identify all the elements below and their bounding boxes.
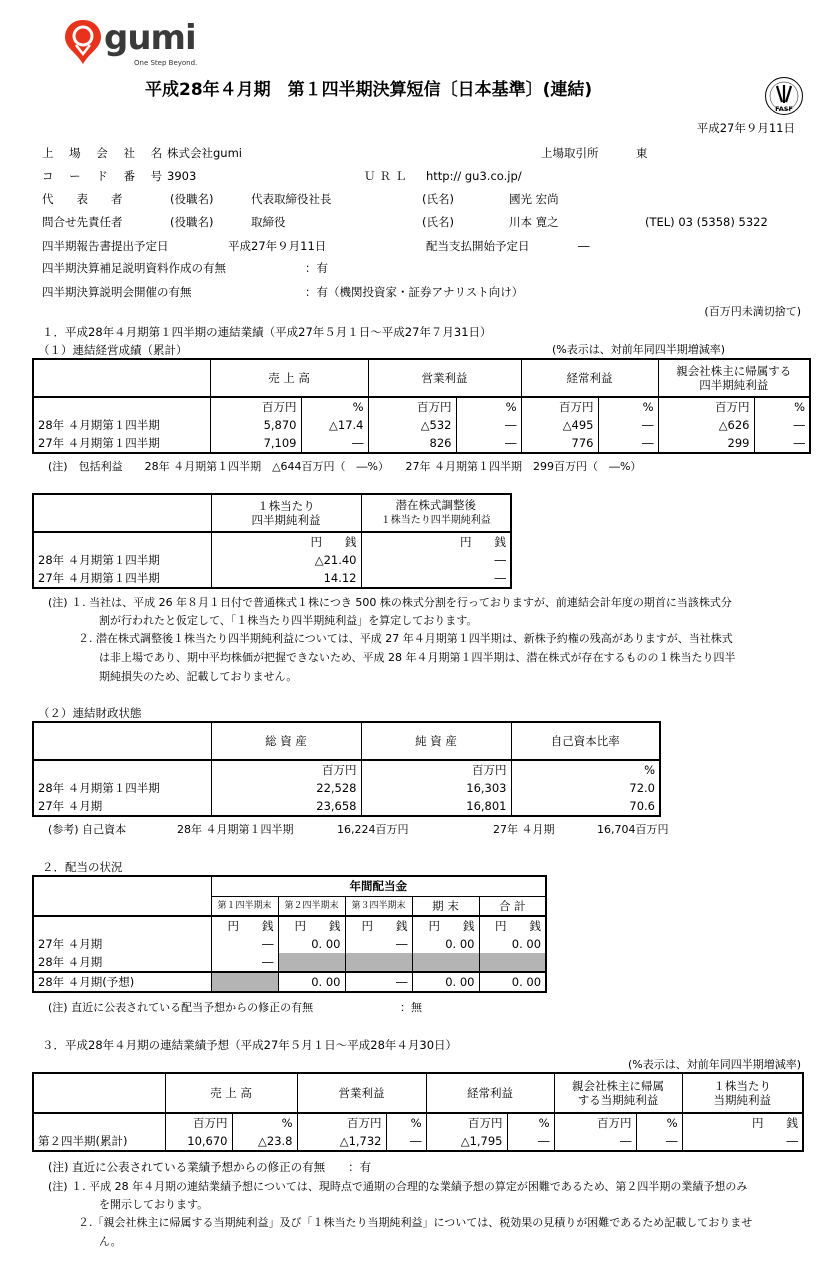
unit-cell: % xyxy=(301,397,368,416)
equity-ref-value1: 16,224百万円 xyxy=(337,823,409,836)
value-cell: 5,870 xyxy=(210,416,301,434)
not-applicable-cell xyxy=(412,953,479,972)
value-cell: ― xyxy=(361,569,511,588)
contact-role: 取締役 xyxy=(251,215,286,229)
row-label: 28年 ４月期 xyxy=(33,953,211,972)
unit-cell: 百万円 xyxy=(210,397,301,416)
units-row xyxy=(33,1113,803,1132)
dividend-revision-value: ：無 xyxy=(400,1001,422,1014)
operating-results-table xyxy=(32,358,811,454)
value-cell: ― xyxy=(456,434,521,453)
eps-note-2-cont: は非上場であり、期中平均株価が把握できないため、平成 28 年４月期第１四半期は、潜在株式が存在するものの１株当たり四半 xyxy=(99,651,736,664)
unit-cell: % xyxy=(636,1113,682,1132)
unit-cell: 円 銭 xyxy=(479,916,546,935)
units-row xyxy=(33,397,810,416)
supplementary-value: ：有 xyxy=(305,261,328,275)
financial-position-table xyxy=(32,721,661,817)
unit-cell: 円 銭 xyxy=(412,916,479,935)
meeting-value: ：有（機関投資家・証券アナリスト向け） xyxy=(305,285,524,299)
not-applicable-cell xyxy=(278,953,345,972)
header-annual-dividend: 年間配当金 xyxy=(211,876,546,896)
row-label: 第２四半期(累計) xyxy=(33,1132,165,1151)
rep-role-label: (役職名) xyxy=(170,192,214,206)
report-date-label: 四半期報告書提出予定日 xyxy=(42,239,169,253)
value-cell: 14.12 xyxy=(211,569,361,588)
contact-name: 川本 寛之 xyxy=(509,215,559,229)
value-cell: ― xyxy=(345,935,412,953)
unit-cell: 百万円 xyxy=(297,1113,386,1132)
unit-cell: 百万円 xyxy=(521,397,598,416)
table-row xyxy=(33,1132,803,1151)
value-cell: 23,658 xyxy=(211,797,361,816)
table-row xyxy=(33,953,546,972)
section2-heading: ２．配当の状況 xyxy=(42,860,123,874)
rep-name-label: (氏名) xyxy=(422,192,454,206)
unit-cell: 百万円 xyxy=(368,397,456,416)
unit-cell: 百万円 xyxy=(426,1113,507,1132)
unit-cell: % xyxy=(507,1113,554,1132)
rep-name: 國光 宏尚 xyxy=(509,192,559,206)
header-eps-line1: １株当たり xyxy=(257,499,315,513)
corner-cell xyxy=(33,494,211,532)
row-label: 27年 ４月期 xyxy=(33,935,211,953)
row-label xyxy=(33,397,210,416)
header-net-income xyxy=(658,359,810,397)
unit-cell: % xyxy=(232,1113,297,1132)
value-cell: 0. 00 xyxy=(412,972,479,992)
eps-note-2-cont2: 期純損失のため、記載しておりません。 xyxy=(99,670,298,683)
value-cell: ― xyxy=(386,1132,426,1151)
contact-name-label: (氏名) xyxy=(422,215,454,229)
row-label xyxy=(33,916,211,935)
row-label: 28年 ４月期(予想) xyxy=(33,972,211,992)
section1-sub1: （１）連結経営成績（累計） xyxy=(38,343,188,357)
value-cell: ― xyxy=(361,551,511,569)
table-row xyxy=(33,551,511,569)
url-label: ＵＲＬ xyxy=(364,169,411,183)
value-cell: △17.4 xyxy=(301,416,368,434)
header-net-income-line1: 親会社株主に帰属 xyxy=(572,1079,664,1093)
value-cell: 10,670 xyxy=(165,1132,232,1151)
contact-role-label: (役職名) xyxy=(170,215,214,229)
report-date: 平成27年９月11日 xyxy=(696,121,795,135)
row-label: 27年 ４月期第１四半期 xyxy=(33,569,211,588)
company-name: 株式会社gumi xyxy=(167,146,242,160)
value-cell: △23.8 xyxy=(232,1132,297,1151)
header-sales: 売 上 高 xyxy=(210,359,368,397)
value-cell: 826 xyxy=(368,434,456,453)
header-equity-ratio: 自己資本比率 xyxy=(511,722,660,760)
contact-label: 問合せ先責任者 xyxy=(42,215,123,229)
forecast-note-2: ２.「親会社株主に帰属する当期純利益」及び「１株当たり当期純利益」については、税効果の見積りが困難であるため記載しておりませ xyxy=(78,1216,753,1229)
corner-cell xyxy=(33,876,211,916)
value-cell: 16,801 xyxy=(361,797,511,816)
value-cell: ― xyxy=(554,1132,636,1151)
forecast-note-1-cont: を開示しております。 xyxy=(99,1198,209,1211)
header-sales: 売 上 高 xyxy=(165,1073,297,1113)
unit-cell: % xyxy=(754,397,810,416)
forecast-table xyxy=(32,1072,804,1152)
corner-cell xyxy=(33,359,210,397)
rep-role: 代表取締役社長 xyxy=(251,192,332,206)
document-title: 平成28年４月期 第１四半期決算短信〔日本基準〕(連結) xyxy=(145,80,593,100)
url-link[interactable]: http:// gu3.co.jp/ xyxy=(426,169,522,183)
header-net-income-line2: する当期純利益 xyxy=(577,1093,659,1107)
value-cell: △1,732 xyxy=(297,1132,386,1151)
exchange-label: 上場取引所 xyxy=(541,146,599,160)
unit-cell: 百万円 xyxy=(554,1113,636,1132)
meeting-label: 四半期決算説明会開催の有無 xyxy=(42,285,192,299)
row-label: 27年 ４月期第１四半期 xyxy=(33,434,210,453)
unit-cell: 円 銭 xyxy=(278,916,345,935)
contact-tel: (TEL) 03 (5358) 5322 xyxy=(645,215,768,229)
value-cell: 22,528 xyxy=(211,779,361,797)
table-row xyxy=(33,797,660,816)
header-diluted-eps xyxy=(361,494,511,532)
value-cell: 72.0 xyxy=(511,779,660,797)
equity-ref-period1: 28年 ４月期第１四半期 xyxy=(177,823,294,836)
value-cell: △495 xyxy=(521,416,598,434)
value-cell: 16,303 xyxy=(361,779,511,797)
value-cell: △626 xyxy=(658,416,754,434)
unit-cell: 円 銭 xyxy=(682,1113,803,1132)
unit-cell: 円 銭 xyxy=(345,916,412,935)
not-applicable-cell xyxy=(211,972,278,992)
header-eps-line2: 当期純利益 xyxy=(713,1093,771,1107)
equity-ref-value2: 16,704百万円 xyxy=(597,823,669,836)
representative-label: 代 表 者 xyxy=(42,192,123,206)
header-q3-end: 第３四半期末 xyxy=(345,896,412,916)
header-eps xyxy=(682,1073,803,1113)
logo-wordmark: gumi xyxy=(104,18,196,58)
row-label xyxy=(33,760,211,779)
header-operating-income: 営業利益 xyxy=(368,359,521,397)
header-eps-line1: １株当たり xyxy=(713,1079,771,1093)
row-label xyxy=(33,1113,165,1132)
row-label: 28年 ４月期第１四半期 xyxy=(33,551,211,569)
rounding-note: (百万円未満切捨て) xyxy=(704,305,801,318)
equity-ref-period2: 27年 ４月期 xyxy=(493,823,555,836)
table-row xyxy=(33,569,511,588)
unit-cell: % xyxy=(456,397,521,416)
row-label: 28年 ４月期第１四半期 xyxy=(33,416,210,434)
forecast-note-1: (注) １. 平成 28 年４月期の連結業績予想については、現時点で通期の合理的な業績予想の算定が困難であるため、第２四半期の業績予想のみ xyxy=(48,1180,748,1193)
value-cell: 299 xyxy=(658,434,754,453)
value-cell: △532 xyxy=(368,416,456,434)
unit-cell: % xyxy=(511,760,660,779)
header-ordinary-income: 経常利益 xyxy=(521,359,658,397)
header-total-assets: 総 資 産 xyxy=(211,722,361,760)
corner-cell xyxy=(33,1073,165,1113)
dividends-table xyxy=(32,875,547,993)
value-cell: 776 xyxy=(521,434,598,453)
value-cell: ― xyxy=(754,434,810,453)
fasf-seal xyxy=(764,76,804,116)
header-ordinary-income: 経常利益 xyxy=(426,1073,554,1113)
svg-text:FASF: FASF xyxy=(775,105,793,113)
value-cell: ― xyxy=(507,1132,554,1151)
unit-cell: 百万円 xyxy=(658,397,754,416)
header-operating-income: 営業利益 xyxy=(297,1073,426,1113)
section3-heading: ３．平成28年４月期の連結業績予想（平成27年５月１日～平成28年４月30日） xyxy=(42,1038,458,1052)
eps-note-1: (注) １. 当社は、平成 26 年８月１日付で普通株式１株につき 500 株の株式分割を行っておりますが、前連結会計年度の期首に当該株式分 xyxy=(48,596,732,609)
header-net-income-line2: 四半期純利益 xyxy=(699,378,769,392)
row-label: 28年 ４月期第１四半期 xyxy=(33,779,211,797)
header-eps-line2: 四半期純利益 xyxy=(251,513,321,527)
header-diluted-eps-line1: 潜在株式調整後 xyxy=(395,498,476,512)
header-net-assets: 純 資 産 xyxy=(361,722,511,760)
forecast-note-2-cont: ん。 xyxy=(99,1235,122,1248)
value-cell: ― xyxy=(598,416,658,434)
value-cell: △1,795 xyxy=(426,1132,507,1151)
value-cell: 70.6 xyxy=(511,797,660,816)
eps-table xyxy=(32,493,512,589)
table-row xyxy=(33,434,810,453)
corner-cell xyxy=(33,722,211,760)
pct-note: (%表示は、対前年同四半期増減率) xyxy=(552,343,726,356)
header-net-income-line1: 親会社株主に帰属する xyxy=(676,364,792,378)
table-row xyxy=(33,779,660,797)
value-cell: ― xyxy=(211,935,278,953)
value-cell: ― xyxy=(211,953,278,972)
table-row xyxy=(33,416,810,434)
row-label xyxy=(33,532,211,551)
value-cell: △21.40 xyxy=(211,551,361,569)
units-row xyxy=(33,916,546,935)
value-cell: 0. 00 xyxy=(412,935,479,953)
company-logo xyxy=(60,18,200,68)
equity-ref-label: (参考) 自己資本 xyxy=(48,823,127,836)
code-value: 3903 xyxy=(167,169,197,183)
not-applicable-cell xyxy=(345,953,412,972)
value-cell: ― xyxy=(682,1132,803,1151)
section1-heading: １．平成28年４月期第１四半期の連結業績（平成27年５月１日～平成27年７月31日） xyxy=(42,325,492,339)
forecast-revision-note: (注) 直近に公表されている業績予想からの修正の有無 ：有 xyxy=(48,1160,372,1174)
section1-sub2: （２）連結財政状態 xyxy=(38,706,142,720)
dividend-date-label: 配当支払開始予定日 xyxy=(426,239,530,253)
unit-cell: 円 銭 xyxy=(211,916,278,935)
value-cell: 0. 00 xyxy=(479,972,546,992)
forecast-pct-note: (%表示は、対前年同四半期増減率) xyxy=(627,1058,801,1071)
logo-tagline: One Step Beyond. xyxy=(134,59,198,67)
value-cell: ― xyxy=(636,1132,682,1151)
header-diluted-eps-line2: １株当たり四半期純利益 xyxy=(380,515,491,526)
value-cell: ― xyxy=(598,434,658,453)
unit-cell: % xyxy=(598,397,658,416)
row-label: 27年 ４月期 xyxy=(33,797,211,816)
company-label: 上 場 会 社 名 xyxy=(42,146,169,160)
table-row xyxy=(33,935,546,953)
value-cell: ― xyxy=(301,434,368,453)
supplementary-label: 四半期決算補足説明資料作成の有無 xyxy=(42,261,226,275)
dividend-revision-note: (注) 直近に公表されている配当予想からの修正の有無 xyxy=(48,1001,314,1014)
value-cell: 0. 00 xyxy=(479,935,546,953)
report-date-value: 平成27年９月11日 xyxy=(228,239,327,253)
header-total: 合 計 xyxy=(479,896,546,916)
exchange-value: 東 xyxy=(636,146,648,160)
unit-cell: 百万円 xyxy=(165,1113,232,1132)
unit-cell: 円 銭 xyxy=(211,532,361,551)
gumi-mark-icon xyxy=(62,18,104,66)
not-applicable-cell xyxy=(479,953,546,972)
units-row xyxy=(33,532,511,551)
header-net-income xyxy=(554,1073,682,1113)
dividend-date-value: ― xyxy=(578,239,590,253)
eps-note-1-cont: 割が行われたと仮定して、「１株当たり四半期純利益」を算定しております。 xyxy=(99,614,478,627)
units-row xyxy=(33,760,660,779)
value-cell: 0. 00 xyxy=(278,935,345,953)
comprehensive-income-note: (注) 包括利益 28年 ４月期第１四半期 △644百万円（ ―%） 27年 ４月期第１四半期 299百万円（ ―%） xyxy=(48,460,642,473)
unit-cell: % xyxy=(386,1113,426,1132)
eps-note-2: ２. 潜在株式調整後１株当たり四半期純利益については、平成 27 年４月期第１四半期は、新株予約権の残高がありますが、当社株式 xyxy=(78,632,733,645)
fasf-seal-icon xyxy=(764,76,804,116)
value-cell: 0. 00 xyxy=(278,972,345,992)
code-label: コ ー ド 番 号 xyxy=(42,169,169,183)
unit-cell: 百万円 xyxy=(361,760,511,779)
header-q2-end: 第２四半期末 xyxy=(278,896,345,916)
table-row xyxy=(33,972,546,992)
value-cell: ― xyxy=(456,416,521,434)
value-cell: ― xyxy=(345,972,412,992)
header-eps xyxy=(211,494,361,532)
value-cell: ― xyxy=(754,416,810,434)
unit-cell: 百万円 xyxy=(211,760,361,779)
unit-cell: 円 銭 xyxy=(361,532,511,551)
value-cell: 7,109 xyxy=(210,434,301,453)
header-year-end: 期 末 xyxy=(412,896,479,916)
header-q1-end: 第１四半期末 xyxy=(211,896,278,916)
